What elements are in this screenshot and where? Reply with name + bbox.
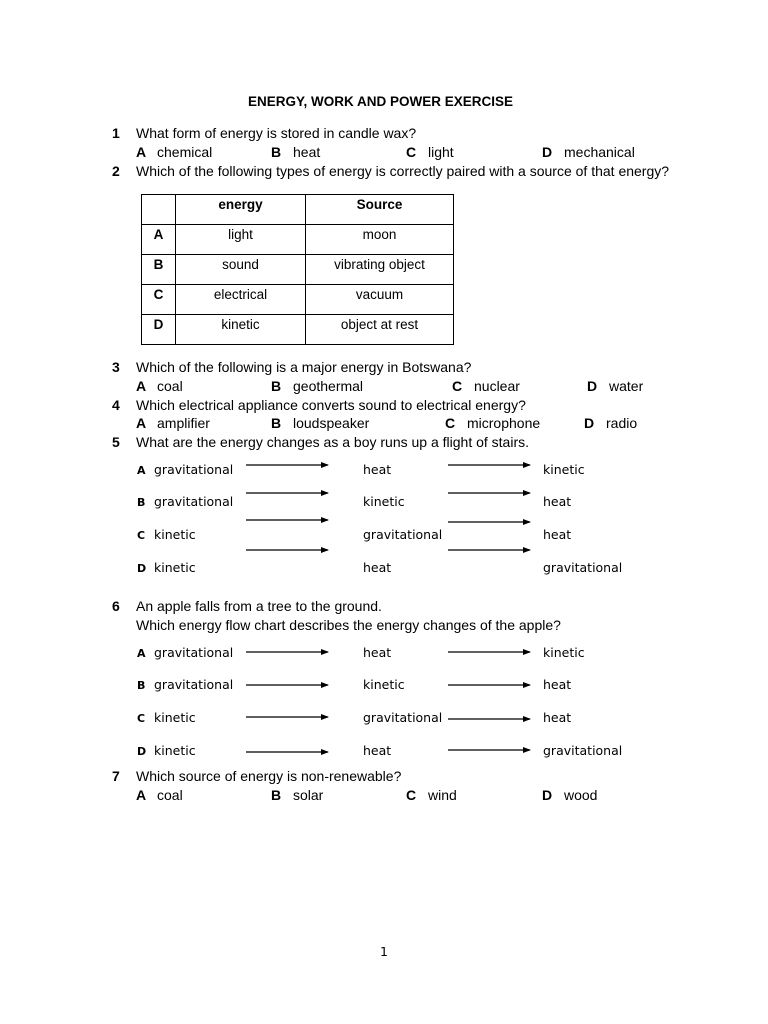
question-text: What form of energy is stored in candle wax? [136, 125, 417, 141]
option-text: mechanical [564, 144, 635, 160]
option-text: light [428, 144, 454, 160]
chain-energy-end: heat [543, 710, 572, 725]
chain-energy-middle: heat [363, 462, 392, 477]
option-letter: C [406, 787, 417, 803]
chain-energy-middle: heat [363, 743, 392, 758]
table-cell: moon [306, 225, 454, 255]
page-title: ENERGY, WORK AND POWER EXERCISE [248, 94, 514, 109]
option-text: coal [157, 378, 183, 394]
option-letter: D [542, 787, 553, 803]
table-cell: light [176, 225, 306, 255]
option-text: wood [564, 787, 598, 803]
option-letter: A [136, 787, 147, 803]
option-letter: D [587, 378, 598, 394]
option-text: solar [293, 787, 324, 803]
option-text: heat [293, 144, 321, 160]
option-letter: B [271, 144, 282, 160]
question-number: 3 [112, 359, 120, 375]
chain-energy-middle: kinetic [363, 677, 405, 692]
chain-letter: D [137, 745, 147, 758]
chain-energy-start: kinetic [154, 560, 196, 575]
option-letter: A [136, 378, 147, 394]
option-letter: D [584, 415, 595, 431]
question-number: 1 [112, 125, 120, 141]
option-text: loudspeaker [293, 415, 370, 431]
chain-energy-end: heat [543, 494, 572, 509]
question-text: An apple falls from a tree to the ground. [136, 598, 382, 614]
table-cell: object at rest [306, 315, 454, 345]
chain-energy-start: kinetic [154, 527, 196, 542]
chain-energy-middle: kinetic [363, 494, 405, 509]
table-cell: vibrating object [306, 255, 454, 285]
question-text: What are the energy changes as a boy runs up a flight of stairs. [136, 434, 529, 450]
question-number: 7 [112, 768, 120, 784]
option-letter: A [136, 144, 147, 160]
chain-energy-middle: heat [363, 645, 392, 660]
chain-energy-start: gravitational [154, 645, 234, 660]
question-text: Which of the following types of energy is correctly paired with a source of that energy? [136, 163, 670, 179]
table-cell: B [142, 255, 176, 285]
option-text: chemical [157, 144, 213, 160]
chain-letter: C [137, 529, 146, 542]
option-text: radio [606, 415, 638, 431]
chain-energy-end: gravitational [543, 560, 623, 575]
chain-energy-end: heat [543, 527, 572, 542]
option-letter: C [445, 415, 456, 431]
option-text: microphone [467, 415, 541, 431]
chain-letter: B [137, 496, 146, 509]
chain-energy-middle: gravitational [363, 710, 443, 725]
question-number: 5 [112, 434, 120, 450]
option-text: wind [428, 787, 457, 803]
chain-energy-end: gravitational [543, 743, 623, 758]
chain-energy-start: gravitational [154, 677, 234, 692]
table-cell: sound [176, 255, 306, 285]
option-letter: D [542, 144, 553, 160]
chain-energy-middle: gravitational [363, 527, 443, 542]
chain-energy-end: kinetic [543, 462, 585, 477]
option-letter: A [136, 415, 147, 431]
option-text: water [609, 378, 644, 394]
chain-energy-start: gravitational [154, 462, 234, 477]
chain-energy-end: kinetic [543, 645, 585, 660]
question-text: Which electrical appliance converts sound to electrical energy? [136, 397, 526, 413]
option-letter: C [406, 144, 417, 160]
table-cell: electrical [176, 285, 306, 315]
option-letter: C [452, 378, 463, 394]
chain-energy-end: heat [543, 677, 572, 692]
page-number: 1 [380, 944, 388, 959]
question-text: Which of the following is a major energy in Botswana? [136, 359, 472, 375]
question-number: 6 [112, 598, 120, 614]
chain-energy-start: kinetic [154, 743, 196, 758]
table-header-cell: Source [306, 195, 454, 225]
question-text: Which energy flow chart describes the energy changes of the apple? [136, 617, 561, 633]
table-cell: A [142, 225, 176, 255]
table-cell: kinetic [176, 315, 306, 345]
chain-energy-start: kinetic [154, 710, 196, 725]
table-cell: D [142, 315, 176, 345]
table-cell: vacuum [306, 285, 454, 315]
chain-letter: B [137, 679, 146, 692]
question-text: Which source of energy is non-renewable? [136, 768, 402, 784]
table-cell: C [142, 285, 176, 315]
chain-letter: A [137, 647, 146, 660]
question-number: 4 [112, 397, 120, 413]
option-text: coal [157, 787, 183, 803]
chain-energy-middle: heat [363, 560, 392, 575]
option-text: amplifier [157, 415, 210, 431]
question-number: 2 [112, 163, 120, 179]
table-header-cell: energy [176, 195, 306, 225]
chain-letter: C [137, 712, 146, 725]
option-letter: B [271, 787, 282, 803]
chain-letter: A [137, 464, 146, 477]
chain-letter: D [137, 562, 147, 575]
option-letter: B [271, 378, 282, 394]
option-letter: B [271, 415, 282, 431]
chain-energy-start: gravitational [154, 494, 234, 509]
option-text: geothermal [293, 378, 364, 394]
option-text: nuclear [474, 378, 520, 394]
